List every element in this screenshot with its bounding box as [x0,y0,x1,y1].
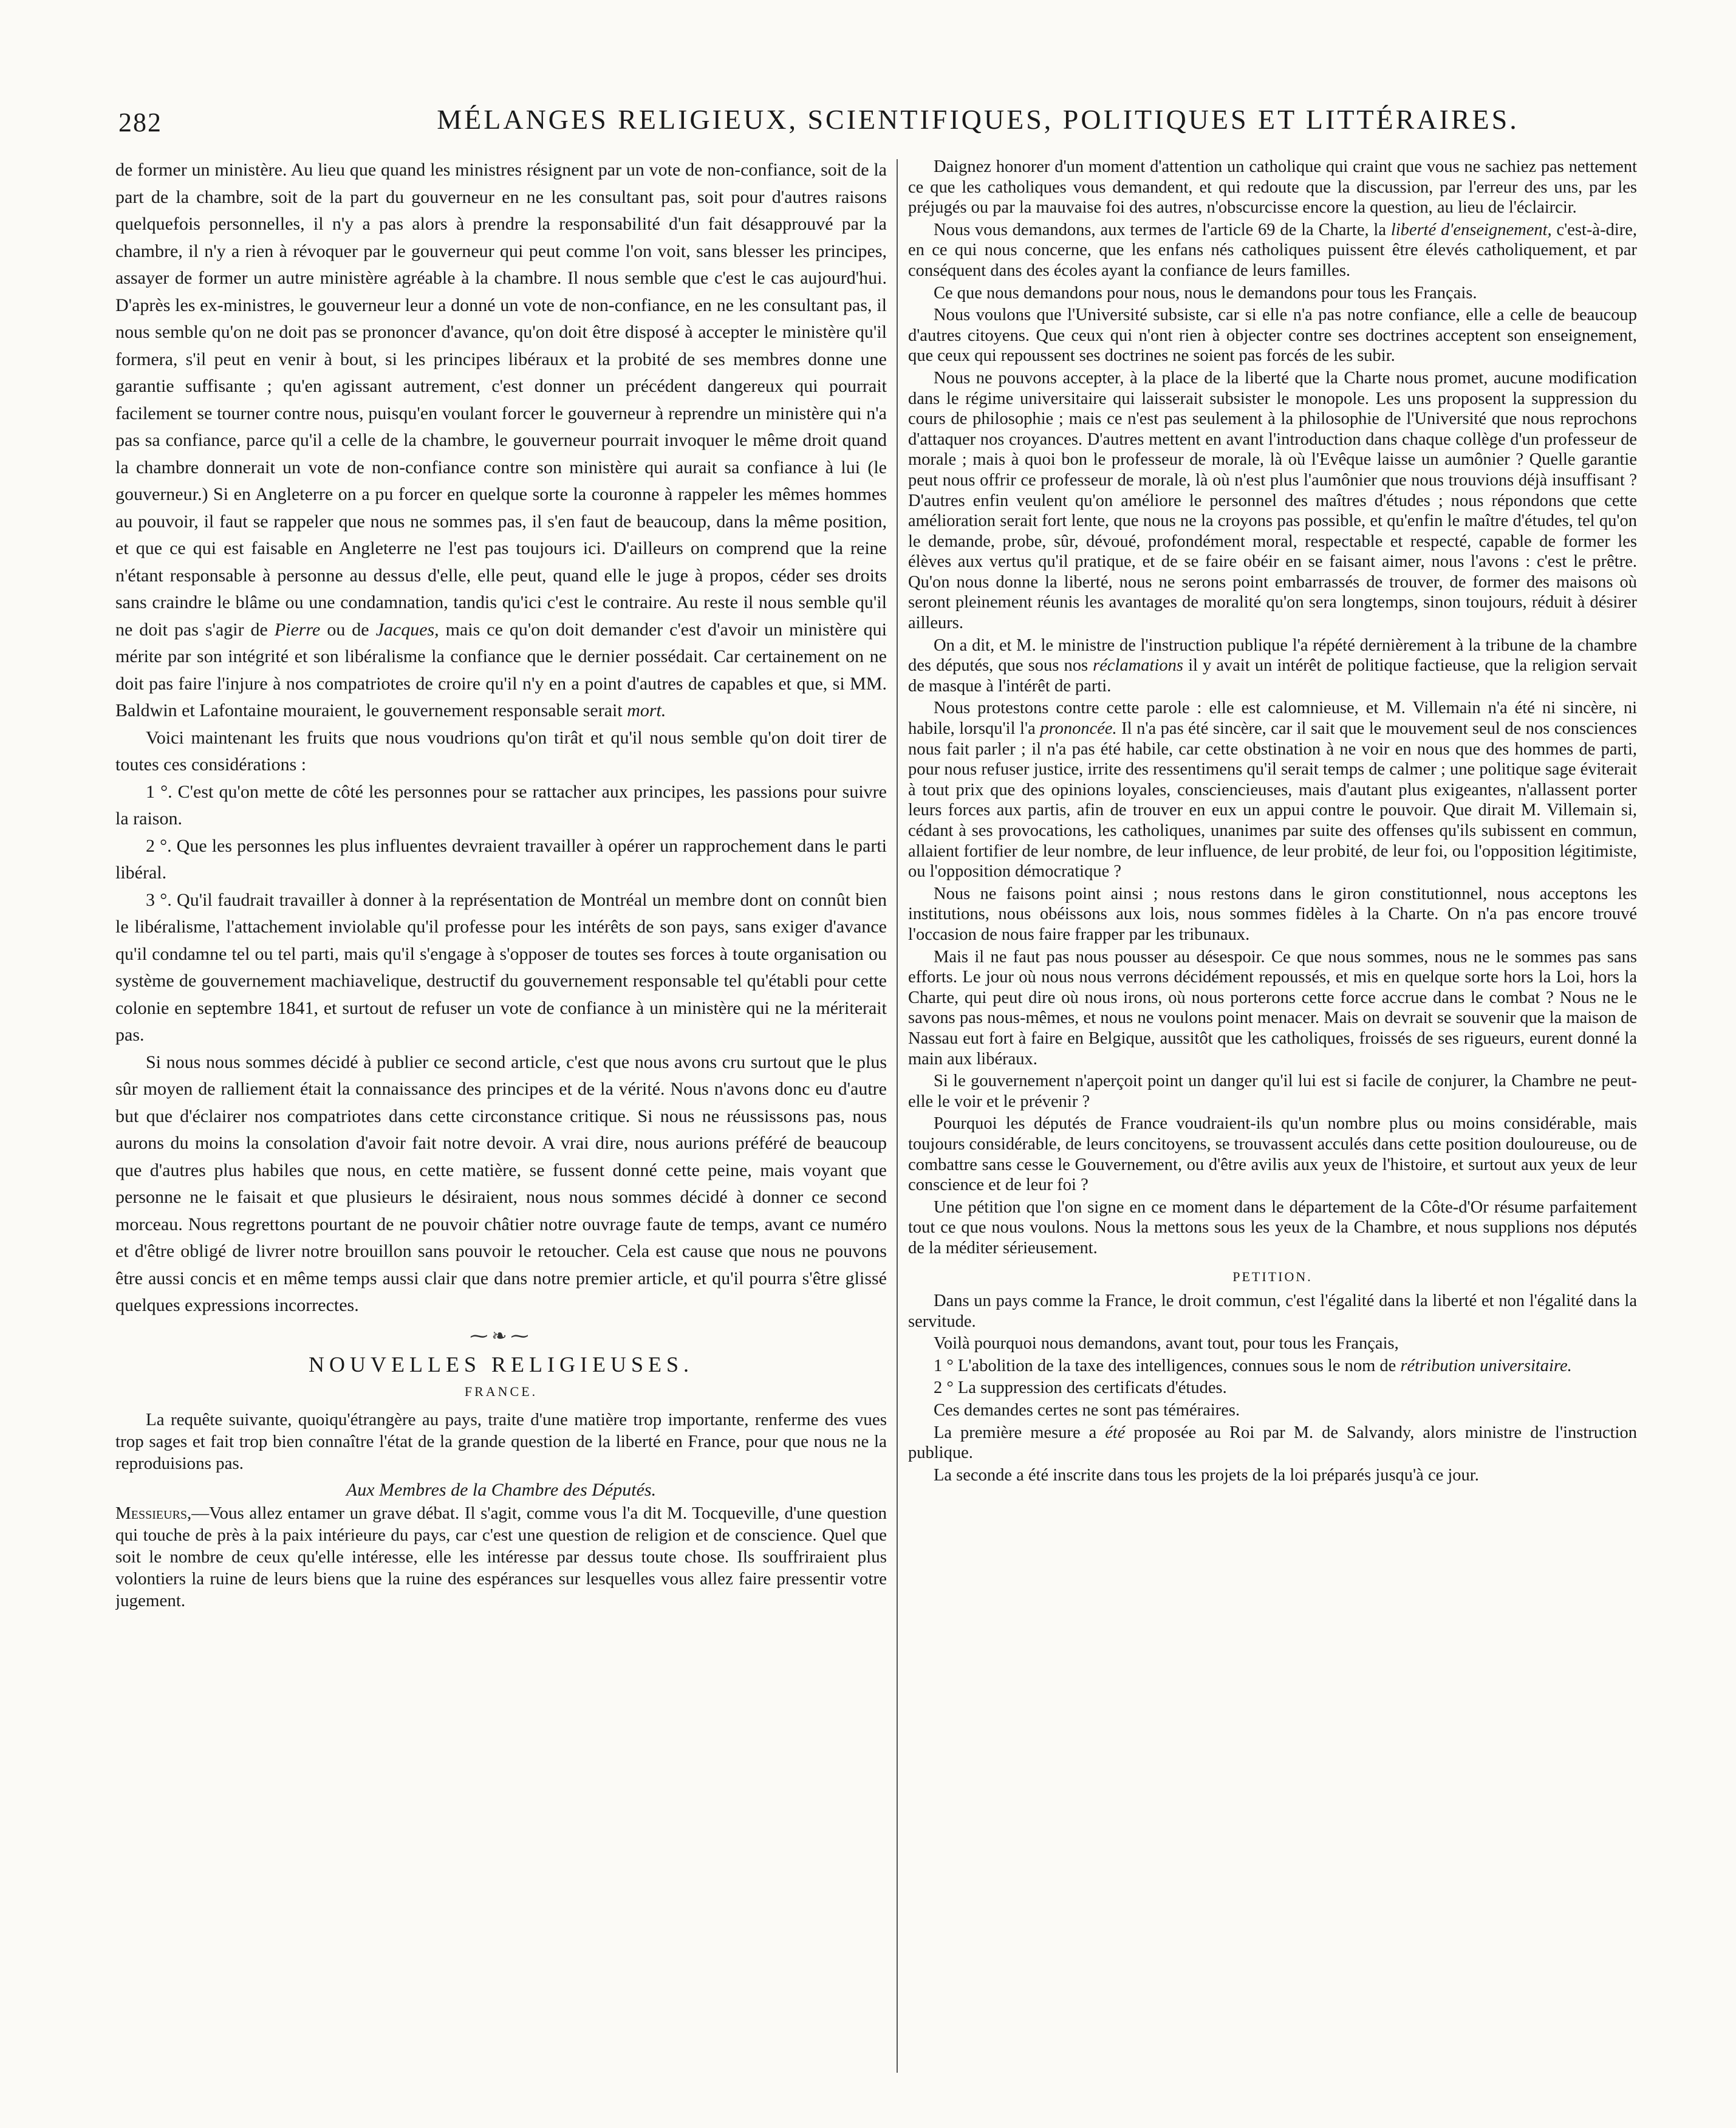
petition-paragraph: Voilà pourquoi nous demandons, avant tout, pour tous les Français, [934,1334,1399,1353]
letter-paragraph: Nous protestons contre cette parole : elle est calomnieuse, et M. Villemain n'a été ni sincère, ni habile, lorsqu'il l'a prononcée. Il n'a pas été sincère, car il sait que le mouvement seul de nos consciences nous fait parler ; il n'a pas été habile, car cette obstination à ne voir en nous que des hommes de parti, pour nous refuser justice, irrite des ressentimens qu'il serait temps de calmer ; une politique sage éviterait à tout prix que des opinions loyales, consciencieuses, mais d'autant plus exigeantes, n'allassent porter leurs forces aux partis, afin de trouver en eux un appui contre le pouvoir. Que dirait M. Villemain si, cédant à ses provocations, les catholiques, unanimes par suite des offenses qu'ils subissent en commun, allaient fortifier de leur nombre, de leur influence, de leur probité, de leur foi, ou l'opposition légitimiste, ou l'opposition démocratique ? [908,699,1637,881]
letter-paragraph: Ce que nous demandons pour nous, nous le demandons pour tous les Français. [934,283,1477,303]
petition-paragraph: Dans un pays comme la France, le droit commun, c'est l'égalité dans la liberté et non l'égalité dans la servitude. [908,1292,1637,1331]
section-title: NOUVELLES RELIGIEUSES. [309,1352,694,1377]
letter-paragraph: Si le gouvernement n'aperçoit point un danger qu'il lui est si facile de conjurer, la Chambre ne peut-elle le voir et le prévenir ? [908,1072,1637,1111]
petition-paragraph: La seconde a été inscrite dans tous les projets de la loi préparés jusqu'à ce jour. [934,1465,1479,1485]
numbered-point: 1 °. C'est qu'on mette de côté les personnes pour se rattacher aux principes, les passions pour suivre la raison. [115,781,887,829]
salutation: Messieurs, [115,1504,192,1523]
page-header [85,102,1640,157]
petition-paragraph: La première mesure a été proposée au Roi par M. de Salvandy, alors ministre de l'instruction publique. [908,1423,1637,1463]
petition-paragraph: Ces demandes certes ne sont pas téméraires. [934,1401,1240,1420]
letter-paragraph: Une pétition que l'on signe en ce moment dans le département de la Côte-d'Or résume parfaitement tout ce que nous voulons. Nous la mettons sous les yeux de la Chambre, et nous supplions nos députés de la méditer sérieusement. [908,1197,1637,1257]
letter-paragraph: Nous ne faisons point ainsi ; nous restons dans le giron constitutionnel, nous acceptons les institutions, nous obéissons aux lois, nous sommes fidèles à la Charte. On n'a pas encore trouvé l'occasion de nous faire frapper par les tribunaux. [908,884,1637,944]
news-intro: La requête suivante, quoiqu'étrangère au pays, traite d'une matière trop importante, renferme des vues trop sages et fait trop bien connaître l'état de la grande question de la liberté en France, pour que nous ne la reproduisions pas. [115,1410,887,1473]
address-line: Aux Membres de la Chambre des Députés. [346,1480,657,1500]
letter-paragraph: On a dit, et M. le ministre de l'instruction publique l'a répété dernièrement à la tribune de la chambre des députés, que sous nos réclamations il y avait un intérêt de politique factieuse, que la religion servait de masque à l'intérêt de parti. [908,635,1637,696]
page-number: 282 [118,108,162,137]
ornament-divider: ⁓❧⁓ [470,1326,533,1346]
letter-paragraph: Nous ne pouvons accepter, à la place de la liberté que la Charte nous promet, aucune modification dans le régime universitaire qui laisserait subsister le monopole. Les uns proposent la suppression du cours de philosophie ; mais ce n'est pas seulement à la philosophie de l'Université que nous reprochons d'attaquer nos croyances. D'autres mettent en avant l'introduction dans chaque collège d'un professeur de morale ; mais à quoi bon le professeur de morale, là où l'Evêque laisse un aumônier ? Quelle garantie peut nous offrir ce professeur de morale, là où n'est plus l'aumônier que nous trouvions déjà insuffisant ? D'autres enfin veulent qu'on améliore le personnel des maîtres d'études ; nous répondons que cette amélioration serait fort lente, que nous ne la croyons pas possible, et qu'enfin le maître d'études, tel qu'on le demande, probe, sûr, dévoué, profondément moral, respectable et respecté, capable de former les élèves aux vertus qu'il pratique, et de se faire obéir en se faisant aimer, nous l'avons : c'est le prêtre. Qu'on nous donne la liberté, nous ne serons point embarrassés de trouver, de former des maisons où seront pleinement réunis les avantages de moralité qu'on sera longtemps, sinon toujours, réduit à désirer ailleurs. [908,368,1637,633]
letter-paragraph: Pourquoi les députés de France voudraient-ils qu'un nombre plus ou moins considérable, mais toujours considérable, de leurs concitoyens, se trouvassent acculés dans cette position douloureuse, ou de combattre sans cesse le Gouvernement, ou d'être avilis aux yeux de l'histoire, et surtout aux yeux de leur conscience et de leur foi ? [908,1114,1637,1195]
right-column [908,157,1637,2089]
section-subtitle: FRANCE. [464,1383,538,1399]
article-paragraph: de former un ministère. Au lieu que quand les ministres résignent par un vote de non-confiance, soit de la part de la chambre, soit de la part du gouverneur en ne les consultant pas, soit pour d'autres raisons quelquefois personnelles, il n'y a pas alors à prendre la responsabilité d'un fait désapprouvé par la chambre, il n'y a rien à révoquer par le gouverneur qui peut comme l'on voit, sans blesser les principes, assayer de former un autre ministère agréable à la chambre. Il nous semble que c'est le cas aujourd'hui. D'après les ex-ministres, le gouverneur leur a donné un vote de non-confiance, en ne les consultant pas, il nous semble qu'on ne doit pas se prononcer d'avance, qu'on doit être disposé à accepter le ministère qu'il formera, s'il peut en venir à bout, si les principes libéraux et la probité de ses membres donne une garantie suffisante ; qu'en agissant autrement, c'est donner un précédent dangereux qui pourrait facilement se tourner contre nous, puisqu'en voulant forcer le gouverneur à reprendre un ministère qui n'a pas sa confiance, parce qu'il a celle de la chambre, le gouverneur pourrait invoquer le même droit quand la chambre donnerait un vote de non-confiance contre son ministère qui aurait sa confiance à lui (le gouverneur.) Si en Angleterre on a pu forcer en quelque sorte la couronne à rappeler les mêmes hommes au pouvoir, il faut se rappeler que nous ne sommes pas, il s'en faut de beaucoup, dans la même position, et que ce qui est faisable en Angleterre ne l'est pas toujours ici. D'ailleurs on comprend que la reine n'étant responsable à personne au dessus d'elle, elle peut, quand elle le juge à propos, céder ses droits sans craindre le blâme ou une condamnation, tandis qu'ici c'est le contraire. Au reste il nous semble qu'il ne doit pas s'agir de Pierre ou de Jacques, mais ce qu'on doit demander c'est d'avoir un ministère qui mérite par son intégrité et son libéralisme la confiance que le dernier possédait. Car certainement on ne doit pas faire l'injure à nos compatriotes de croire qu'il n'y en a point d'autres de capables et que, si MM. Baldwin et Lafontaine mouraient, le gouvernement responsable serait mort. [115,160,887,720]
letter-paragraph: Daignez honorer d'un moment d'attention un catholique qui craint que vous ne sachiez pas nettement ce que les catholiques vous demandent, et qui redoute que la discussion, par l'erreur des uns, par les préjugés ou par la mauvaise foi des autres, n'obscurcisse encore la question, au lieu de l'éclaircir. [908,157,1637,217]
petition-heading: PETITION. [1232,1269,1313,1285]
letter-body: Messieurs,—Vous allez entamer un grave débat. Il s'agit, comme vous l'a dit M. Tocqueville, d'une question qui touche de près à la paix intérieure du pays, car c'est une question de religion et de conscience. Quel que soit le nombre de ceux qu'elle intéresse, elle les intéresse par dessus toute chose. Ils souffriraient plus volontiers la ruine de leurs biens que la ruine des espérances sur lesquelles vous allez faire pressentir votre jugement. [115,1504,887,1610]
column-rule [897,159,898,2073]
petition-paragraph: 2 ° La suppression des certificats d'études. [934,1378,1227,1398]
article-paragraph: Si nous nous sommes décidé à publier ce second article, c'est que nous avons cru surtout que le plus sûr moyen de ralliement était la connaissance des principes et de la vérité. Nous n'avons donc eu d'autre but que d'éclairer nos compatriotes dans cette circonstance critique. Si nous ne réussissons pas, nous aurons du moins la consolation d'avoir fait notre devoir. A vrai dire, nous aurions préféré de beaucoup que d'autres plus habiles que nous, en cette matière, se fussent donné cette peine, mais voyant que personne ne le faisait et que plusieurs le désiraient, nous nous sommes décidé à donner ce second morceau. Nous regrettons pourtant de ne pouvoir châtier notre ouvrage faute de temps, avant ce numéro et d'être obligé de livrer notre brouillon sans pouvoir le retoucher. Cela est cause que nous ne pouvons être aussi concis et en même temps aussi clair que dans notre premier article, et qu'il pourra s'être glissé quelques expressions incorrectes. [115,1052,887,1315]
running-head: MÉLANGES RELIGIEUX, SCIENTIFIQUES, POLITIQUES ET LITTÉRAIRES. [437,104,1519,135]
letter-paragraph: Mais il ne faut pas nous pousser au désespoir. Ce que nous sommes, nous ne le sommes pas sans efforts. Le jour où nous nous verrons décidément repoussés, et mis en quelque sorte hors la Loi, hors la Charte, qui peut dire où nous irons, où nous porterons cette force accrue dans le combat ? Nous ne le savons pas nous-mêmes, et nous ne voulons point menacer. Mais on devrait se souvenir que la maison de Nassau eut fort à faire en Belgique, aussitôt que les catholiques, froissés de ses rigueurs, eurent donné la main aux libéraux. [908,947,1637,1069]
letter-paragraph: Nous voulons que l'Université subsiste, car si elle n'a pas notre confiance, elle a celle de beaucoup d'autres citoyens. Que ceux qui n'ont rien à objecter contre ses doctrines acceptent son enseignement, que ceux qui repoussent ses doctrines ne soient pas forcés de les subir. [908,306,1637,366]
article-paragraph: Voici maintenant les fruits que nous voudrions qu'on tirât et qu'il nous semble qu'on doit tirer de toutes ces considérations : [115,727,887,775]
numbered-point: 3 °. Qu'il faudrait travailler à donner à la représentation de Montréal un membre dont on connût bien le libéralisme, l'attachement inviolable qu'il professe pour les intérêts de son pays, sans exiger d'avance qu'il condamne tel ou tel parti, mais qu'il s'engage à s'opposer de toutes ses forces à toute organisation ou système de gouvernement machiavelique, destructif du gouvernement responsable tel qu'établi pour cette colonie en septembre 1841, et surtout de refuser un vote de confiance à un ministère qui ne la mériterait pas. [115,889,887,1045]
petition-paragraph: 1 ° L'abolition de la taxe des intelligences, connues sous le nom de rétribution universitaire. [934,1356,1572,1375]
numbered-point: 2 °. Que les personnes les plus influentes devraient travailler à opérer un rapprochement dans le parti libéral. [115,835,887,883]
letter-paragraph: Nous vous demandons, aux termes de l'article 69 de la Charte, la liberté d'enseignement, c'est-à-dire, en ce qui nous concerne, que les enfans nés catholiques puissent être élevés catholiquement, et par conséquent dans des écoles ayant la confiance de leurs familles. [908,220,1637,280]
left-column [115,157,887,2089]
